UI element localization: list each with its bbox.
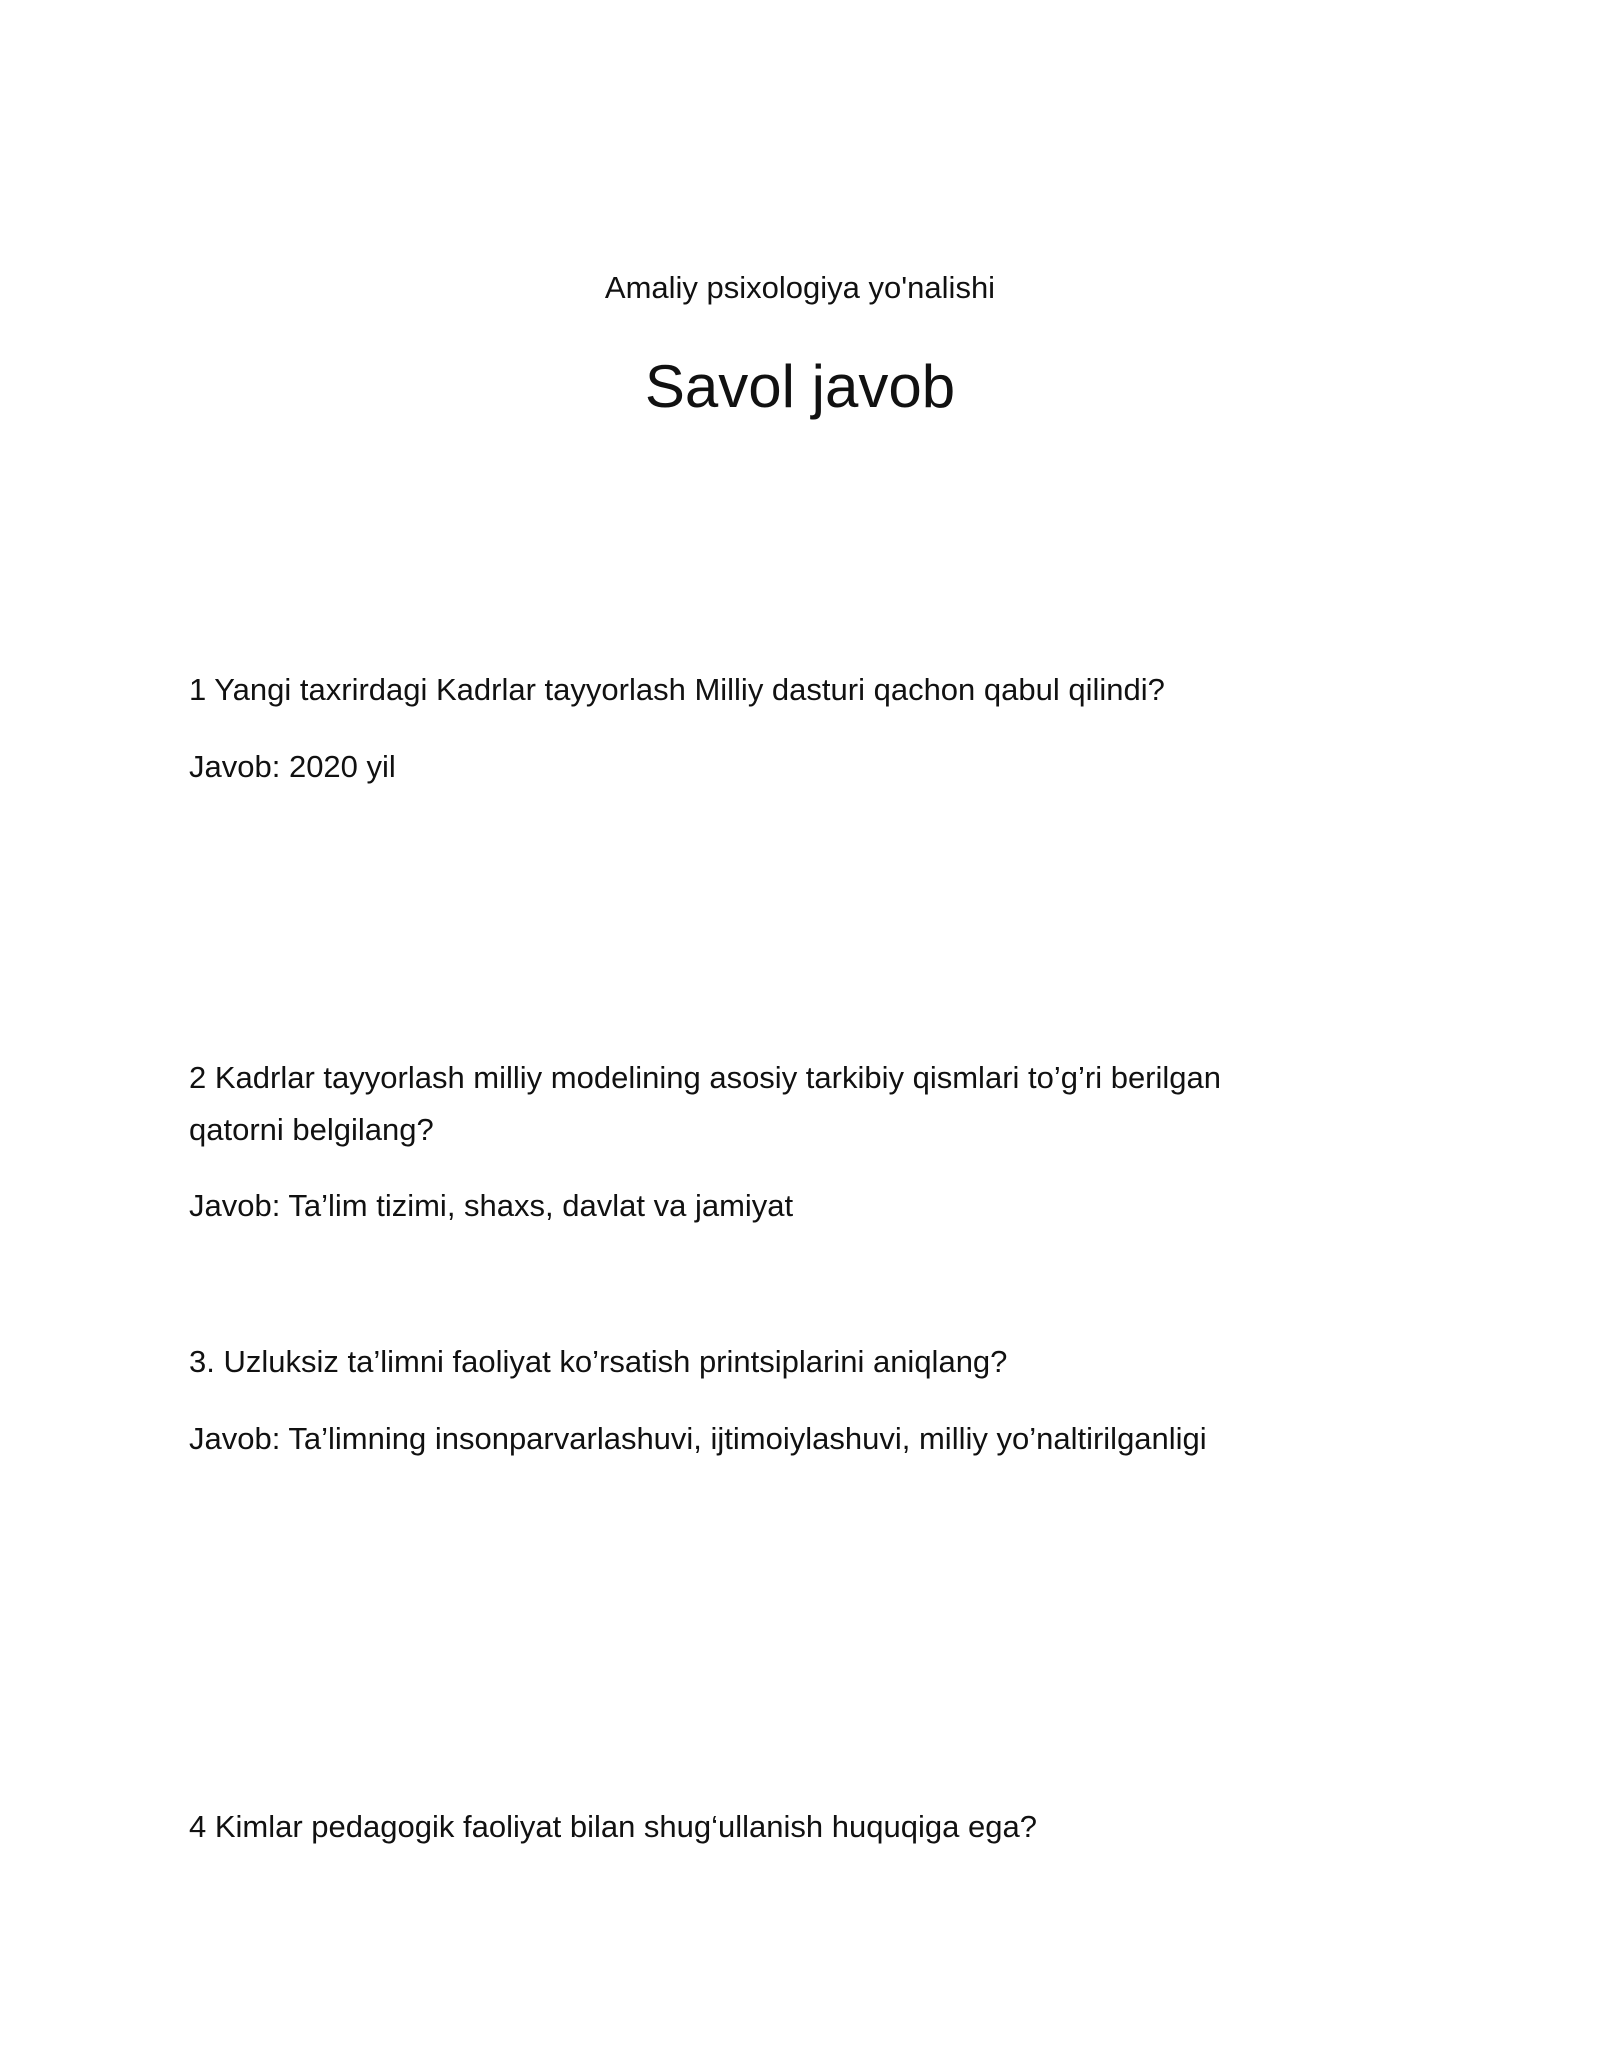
document-subtitle: Amaliy psixologiya yo'nalishi	[604, 270, 996, 305]
answer-3: Javob: Ta’limning insonparvarlashuvi, ijtimoiylashuvi, milliy yo’naltirilganligi	[189, 1421, 1207, 1456]
question-1: 1 Yangi taxrirdagi Kadrlar tayyorlash Milliy dasturi qachon qabul qilindi?	[189, 672, 1165, 707]
answer-1: Javob: 2020 yil	[189, 749, 396, 784]
question-2-line-2: qatorni belgilang?	[189, 1112, 434, 1147]
document-title: Savol javob	[644, 353, 956, 420]
question-3: 3. Uzluksiz ta’limni faoliyat ko’rsatish printsiplarini aniqlang?	[189, 1344, 1008, 1379]
question-2-line-1: 2 Kadrlar tayyorlash milliy modelining asosiy tarkibiy qismlari to’g’ri berilgan	[189, 1060, 1222, 1095]
question-4: 4 Kimlar pedagogik faoliyat bilan shug‘ullanish huquqiga ega?	[189, 1809, 1037, 1844]
answer-2: Javob: Ta’lim tizimi, shaxs, davlat va jamiyat	[189, 1188, 794, 1223]
